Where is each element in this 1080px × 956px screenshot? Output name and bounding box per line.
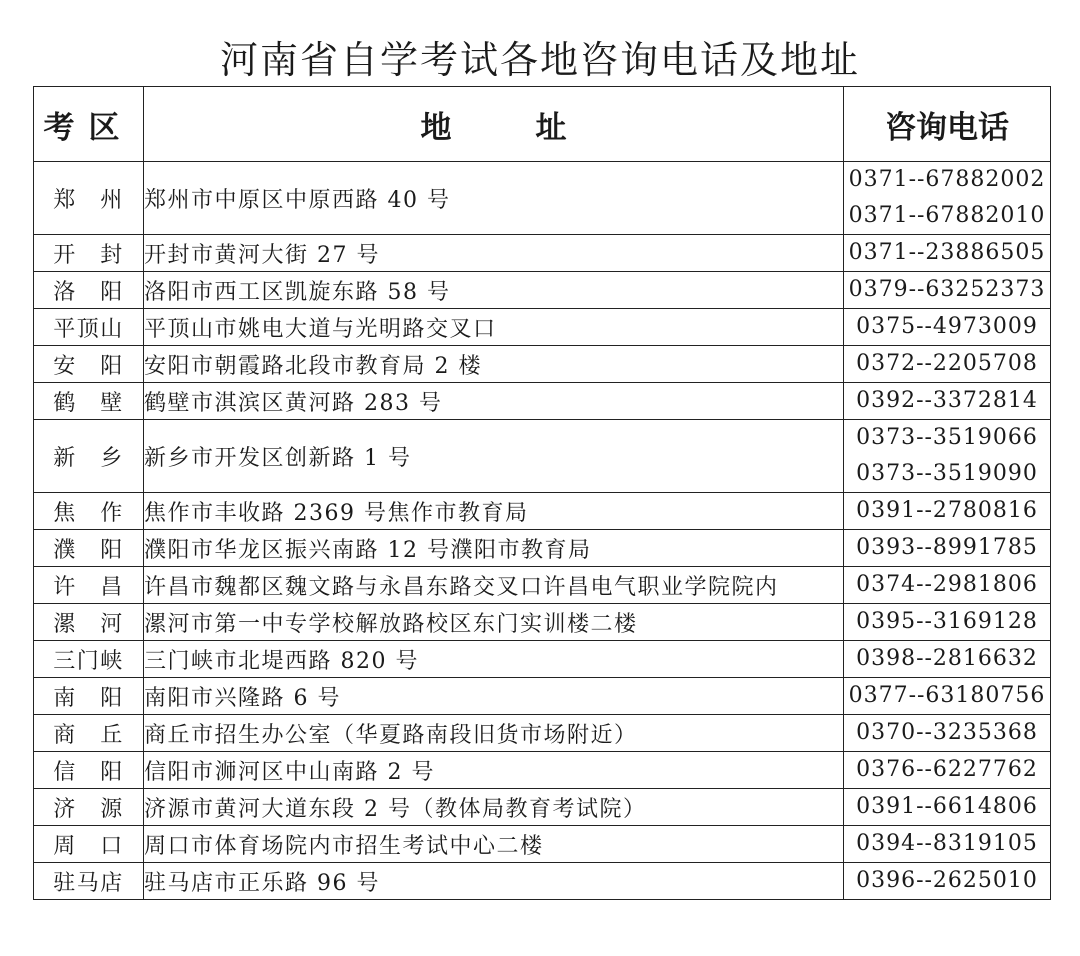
area-cell: 安 阳 <box>34 346 144 383</box>
phone-cell <box>844 715 1051 752</box>
address-cell: 焦作市丰收路 2369 号焦作市教育局 <box>144 493 844 530</box>
area-cell: 郑 州 <box>34 162 144 235</box>
table-row <box>34 530 1051 567</box>
table-row <box>34 715 1051 752</box>
address-cell: 新乡市开发区创新路 1 号 <box>144 420 844 493</box>
phone-cell <box>844 826 1051 863</box>
phone-number: 0371--67882002 <box>848 167 1046 192</box>
table-row <box>34 678 1051 715</box>
area-cell: 驻马店 <box>34 863 144 900</box>
address-cell: 许昌市魏都区魏文路与永昌东路交叉口许昌电气职业学院院内 <box>144 567 844 604</box>
phone-number: 0371--23886505 <box>848 240 1046 265</box>
phone-cell <box>844 346 1051 383</box>
phone-number: 0379--63252373 <box>848 277 1046 302</box>
area-cell: 焦 作 <box>34 493 144 530</box>
area-cell: 洛 阳 <box>34 272 144 309</box>
phone-number: 0373--3519090 <box>856 461 1038 486</box>
area-cell: 许 昌 <box>34 567 144 604</box>
phone-cell <box>844 752 1051 789</box>
address-cell: 洛阳市西工区凯旋东路 58 号 <box>144 272 844 309</box>
phone-number: 0395--3169128 <box>856 609 1038 634</box>
phone-cell <box>844 383 1051 420</box>
area-cell: 周 口 <box>34 826 144 863</box>
address-cell: 周口市体育场院内市招生考试中心二楼 <box>144 826 844 863</box>
header-area: 考区 <box>34 87 144 162</box>
address-cell: 济源市黄河大道东段 2 号（教体局教育考试院） <box>144 789 844 826</box>
address-cell: 开封市黄河大街 27 号 <box>144 235 844 272</box>
table-row <box>34 309 1051 346</box>
table-header-row <box>34 87 1051 162</box>
phone-number: 0391--2780816 <box>856 498 1038 523</box>
phone-number: 0393--8991785 <box>856 535 1038 560</box>
header-phone: 咨询电话 <box>844 87 1051 162</box>
phone-cell <box>844 863 1051 900</box>
phone-number: 0374--2981806 <box>856 572 1038 597</box>
address-cell: 鹤壁市淇滨区黄河路 283 号 <box>144 383 844 420</box>
header-address-char-1: 地 <box>420 109 452 146</box>
page-title: 河南省自学考试各地咨询电话及地址 <box>219 38 860 82</box>
phone-number: 0370--3235368 <box>856 720 1038 745</box>
table-row <box>34 863 1051 900</box>
address-cell: 南阳市兴隆路 6 号 <box>144 678 844 715</box>
phone-cell <box>844 493 1051 530</box>
phone-cell <box>844 272 1051 309</box>
phone-number: 0376--6227762 <box>856 757 1038 782</box>
area-cell: 开 封 <box>34 235 144 272</box>
address-cell: 濮阳市华龙区振兴南路 12 号濮阳市教育局 <box>144 530 844 567</box>
address-cell: 郑州市中原区中原西路 40 号 <box>144 162 844 235</box>
table-row <box>34 826 1051 863</box>
table-row <box>34 420 1051 493</box>
area-cell: 三门峡 <box>34 641 144 678</box>
phone-number: 0394--8319105 <box>856 831 1038 856</box>
table-row <box>34 789 1051 826</box>
phone-cell <box>844 309 1051 346</box>
area-cell: 新 乡 <box>34 420 144 493</box>
address-cell: 驻马店市正乐路 96 号 <box>144 863 844 900</box>
area-cell: 南 阳 <box>34 678 144 715</box>
table-row <box>34 162 1051 235</box>
area-cell: 漯 河 <box>34 604 144 641</box>
table-row <box>34 346 1051 383</box>
area-cell: 济 源 <box>34 789 144 826</box>
phone-number: 0392--3372814 <box>856 388 1038 413</box>
phone-number: 0398--2816632 <box>856 646 1038 671</box>
phone-number: 0371--67882010 <box>848 203 1046 228</box>
address-cell: 安阳市朝霞路北段市教育局 2 楼 <box>144 346 844 383</box>
phone-number: 0391--6614806 <box>856 794 1038 819</box>
phone-cell <box>844 567 1051 604</box>
table-row <box>34 235 1051 272</box>
address-cell: 信阳市浉河区中山南路 2 号 <box>144 752 844 789</box>
area-cell: 商 丘 <box>34 715 144 752</box>
table-row <box>34 383 1051 420</box>
table-row <box>34 604 1051 641</box>
phone-number: 0373--3519066 <box>856 425 1038 450</box>
header-address-char-2: 址 <box>535 109 567 146</box>
area-cell: 信 阳 <box>34 752 144 789</box>
phone-cell <box>844 420 1051 493</box>
phone-cell <box>844 604 1051 641</box>
phone-number: 0396--2625010 <box>856 868 1038 893</box>
phone-cell <box>844 641 1051 678</box>
table-row <box>34 272 1051 309</box>
area-cell: 平顶山 <box>34 309 144 346</box>
area-cell: 濮 阳 <box>34 530 144 567</box>
address-cell: 三门峡市北堤西路 820 号 <box>144 641 844 678</box>
phone-cell <box>844 678 1051 715</box>
table-body <box>34 162 1051 900</box>
phone-cell <box>844 162 1051 235</box>
table-row <box>34 567 1051 604</box>
phone-cell <box>844 235 1051 272</box>
address-cell: 商丘市招生办公室（华夏路南段旧货市场附近） <box>144 715 844 752</box>
header-address <box>144 87 844 162</box>
phone-cell <box>844 530 1051 567</box>
area-cell: 鹤 壁 <box>34 383 144 420</box>
table-row <box>34 641 1051 678</box>
address-cell: 漯河市第一中专学校解放路校区东门实训楼二楼 <box>144 604 844 641</box>
contact-table <box>33 86 1051 900</box>
table-row <box>34 493 1051 530</box>
phone-number: 0375--4973009 <box>856 314 1038 339</box>
phone-number: 0377--63180756 <box>848 683 1046 708</box>
table-row <box>34 752 1051 789</box>
address-cell: 平顶山市姚电大道与光明路交叉口 <box>144 309 844 346</box>
phone-cell <box>844 789 1051 826</box>
phone-number: 0372--2205708 <box>856 351 1038 376</box>
